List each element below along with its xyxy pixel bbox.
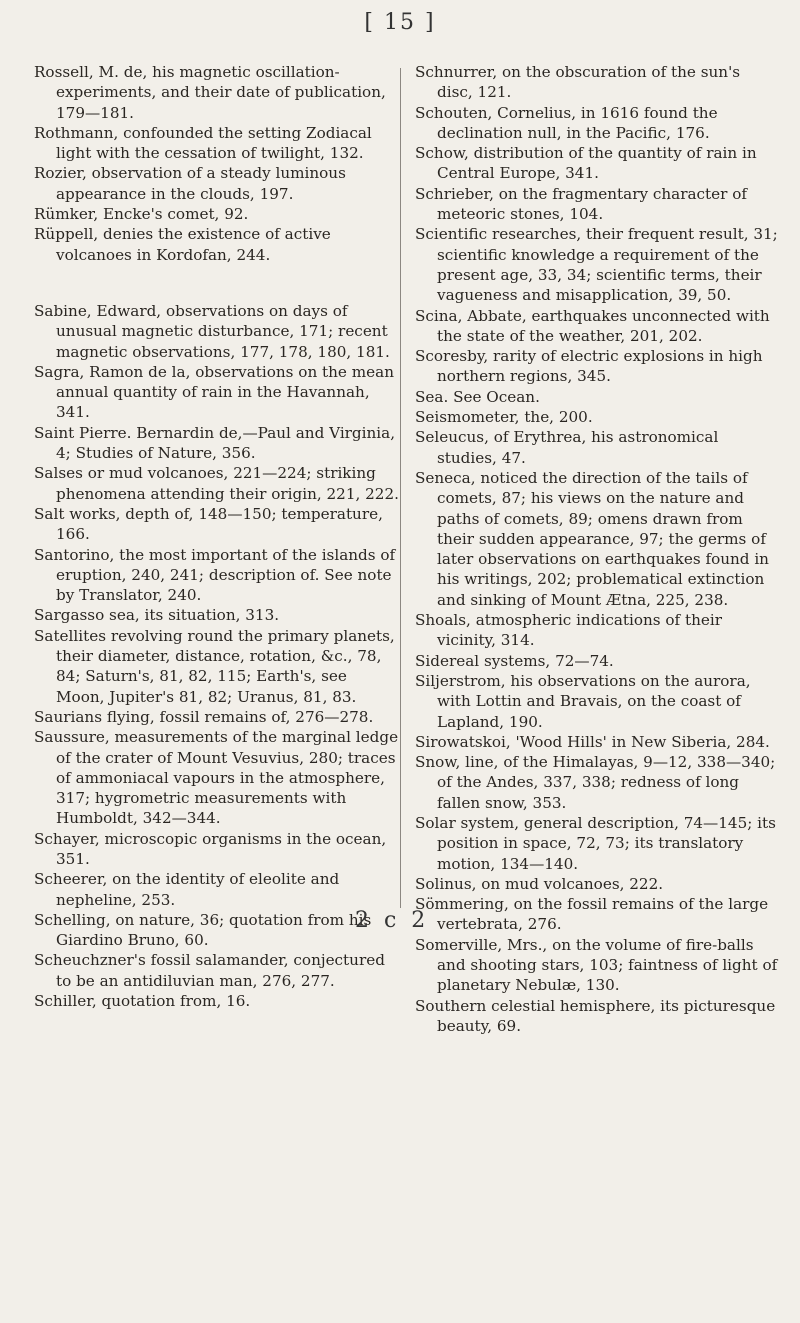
index-entry: Solar system, general description, 74—145; its position in space, 72, 73; its translatory motion, 134—140. bbox=[415, 813, 776, 873]
index-entry: Rossell, M. de, his magnetic oscillation-experiments, and their date of publication, 179—181. bbox=[34, 63, 386, 122]
index-entry: Sargasso sea, its situation, 313. bbox=[34, 606, 280, 625]
index-entry: Rozier, observation of a steady luminous appearance in the clouds, 197. bbox=[34, 164, 346, 203]
page-number: [ 15 ] bbox=[364, 10, 436, 35]
index-entry: Southern celestial hemisphere, its picturesque beauty, 69. bbox=[415, 996, 776, 1035]
index-entry: Santorino, the most important of the islands of eruption, 240, 241; description of. See note by Translator, 240. bbox=[34, 545, 396, 605]
index-entry: Salses or mud volcanoes, 221—224; striking phenomena attending their origin, 221, 222. bbox=[34, 464, 399, 503]
index-entry: Sidereal systems, 72—74. bbox=[415, 651, 614, 670]
index-entry: Schnurrer, on the obscuration of the sun's disc, 121. bbox=[415, 63, 741, 102]
index-entry: Seneca, noticed the direction of the tails of comets, 87; his views on the nature and paths of comets, 89; omens drawn from their sudden appearance, 97; the germs of later observations on earthquakes found in his writings, 202; problematical extinction and sinking of Mount Ætna, 225, 238. bbox=[415, 468, 769, 609]
index-entry: Schouten, Cornelius, in 1616 found the declination null, in the Pacific, 176. bbox=[415, 103, 718, 142]
right-column bbox=[415, 62, 780, 1036]
index-entry: Schayer, microscopic organisms in the ocean, 351. bbox=[34, 829, 387, 868]
index-entry: Salt works, depth of, 148—150; temperature, 166. bbox=[34, 504, 383, 544]
index-entry: Rümker, Encke's comet, 92. bbox=[34, 205, 249, 224]
index-entry: Seismometer, the, 200. bbox=[415, 408, 593, 427]
index-entry: Rothmann, confounded the setting Zodiacal light with the cessation of twilight, 132. bbox=[34, 123, 372, 163]
index-entry: Somerville, Mrs., on the volume of fire-balls and shooting stars, 103; faintness of light of planetary Nebulæ, 130. bbox=[415, 935, 778, 995]
index-entry: Scina, Abbate, earthquakes unconnected with the state of the weather, 201, 202. bbox=[415, 306, 770, 345]
index-entry: Sagra, Ramon de la, observations on the mean annual quantity of rain in the Havannah, 341. bbox=[34, 362, 394, 422]
index-entry: Snow, line, of the Himalayas, 9—12, 338—340; of the Andes, 337, 338; redness of long fallen snow, 353. bbox=[415, 753, 776, 812]
index-entry: Sabine, Edward, observations on days of unusual magnetic disturbance, 171; recent magnetic observations, 177, 178, 180, 181. bbox=[34, 301, 390, 361]
index-entry: Sirowatskoi, 'Wood Hills' in New Siberia, 284. bbox=[415, 732, 770, 751]
index-entry: Schiller, quotation from, 16. bbox=[34, 992, 251, 1011]
index-entry: Shoals, atmospheric indications of their vicinity, 314. bbox=[415, 611, 722, 650]
index-entry: Sömmering, on the fossil remains of the large vertebrata, 276. bbox=[415, 895, 769, 934]
index-entry: Schelling, on nature, 36; quotation from his Giardino Bruno, 60. bbox=[34, 910, 372, 950]
index-entry: Saurians flying, fossil remains of, 276—278. bbox=[34, 707, 374, 726]
index-entry: Saint Pierre. Bernardin de,—Paul and Virginia, 4; Studies of Nature, 356. bbox=[34, 423, 396, 463]
index-entry: Scientific researches, their frequent result, 31; scientific knowledge a requirement of the present age, 33, 34; scientific terms, their vagueness and misapplication, 39, 50. bbox=[415, 225, 778, 305]
index-entry: Solinus, on mud volcanoes, 222. bbox=[415, 874, 664, 893]
index-entry: Seleucus, of Erythrea, his astronomical studies, 47. bbox=[415, 428, 719, 467]
left-column bbox=[34, 62, 399, 1011]
index-entry: Sea. See Ocean. bbox=[415, 387, 540, 406]
index-entry: Scheerer, on the identity of eleolite and nepheline, 253. bbox=[34, 870, 340, 909]
index-entry: Schrieber, on the fragmentary character of meteoric stones, 104. bbox=[415, 184, 747, 224]
index-entry: Schow, distribution of the quantity of rain in Central Europe, 341. bbox=[415, 144, 757, 183]
index-entry: Siljerstrom, his observations on the aurora, with Lottin and Bravais, on the coast of Lapland, 190. bbox=[415, 671, 751, 731]
index-entry: Scoresby, rarity of electric explosions in high northern regions, 345. bbox=[415, 347, 763, 386]
printer-signature-mark: 2 c 2 bbox=[355, 908, 430, 933]
index-entry: Rüppell, denies the existence of active volcanoes in Kordofan, 244. bbox=[34, 225, 331, 264]
index-entry: Saussure, measurements of the marginal ledge of the crater of Mount Vesuvius, 280; traces of ammoniacal vapours in the atmosphere, 317; hygrometric measurements with Humboldt, 342—344. bbox=[34, 728, 399, 828]
column-divider bbox=[400, 68, 401, 908]
index-entry: Satellites revolving round the primary planets, their diameter, distance, rotation, &c., 78, 84; Saturn's, 81, 82, 115; Earth's, see Moon, Jupiter's 81, 82; Uranus, 81, 83. bbox=[34, 626, 395, 706]
index-entry: Scheuchzner's fossil salamander, conjectured to be an antidiluvian man, 276, 277. bbox=[34, 951, 385, 990]
